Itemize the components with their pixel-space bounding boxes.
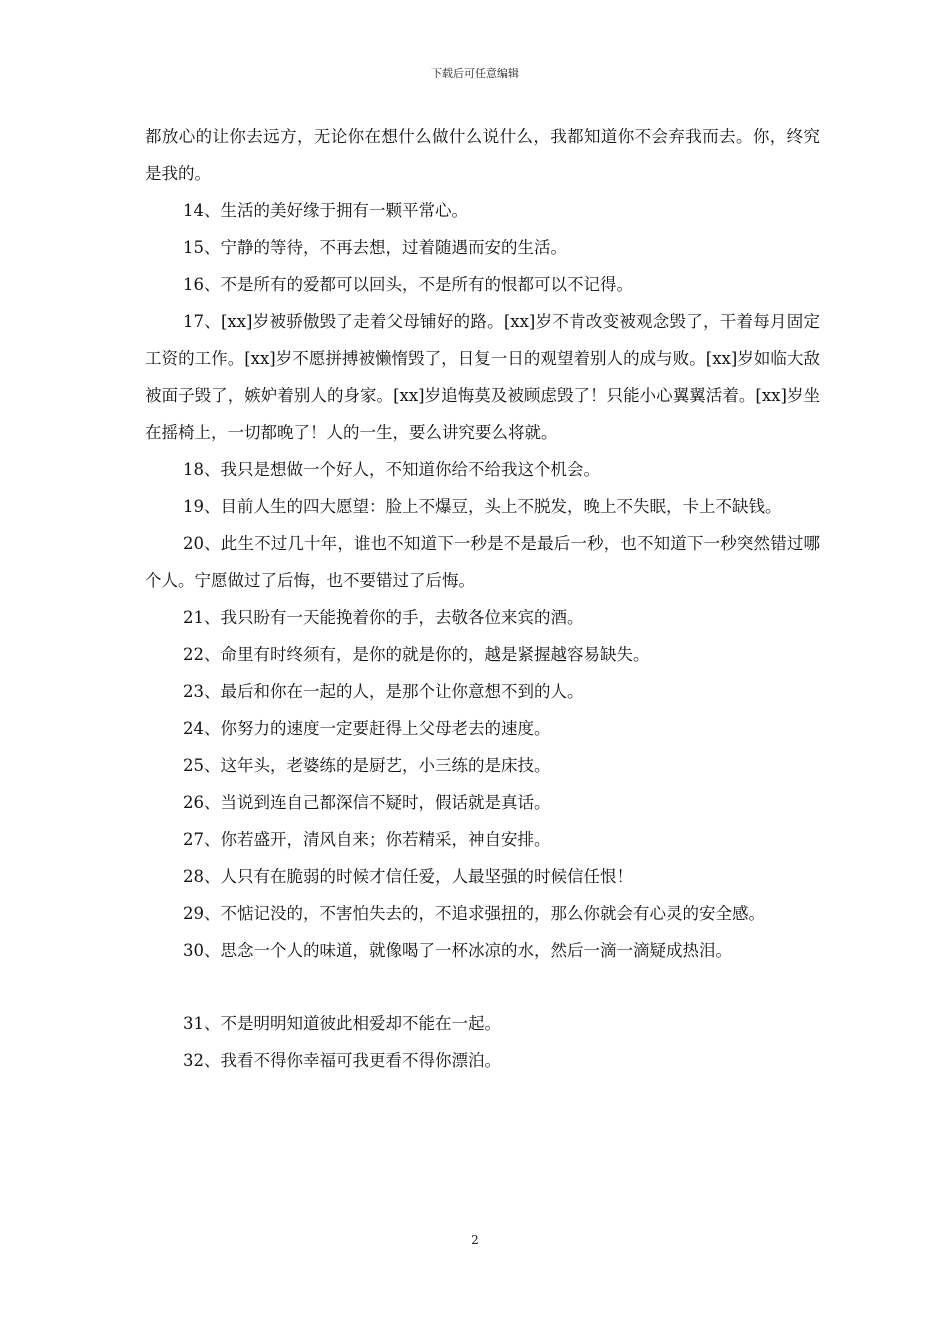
paragraph-31: 31、不是明明知道彼此相爱却不能在一起。 [183,1014,501,1033]
paragraph-20: 20、此生不过几十年，谁也不知道下一秒是不是最后一秒，也不知道下一秒突然错过哪个人。宁愿做过了后悔，也不要错过了后悔。 [145,534,820,590]
paragraph-32: 32、我看不得你幸福可我更看不得你漂泊。 [183,1051,501,1070]
paragraph-22: 22、命里有时终须有，是你的就是你的，越是紧握越容易缺失。 [183,645,650,664]
paragraph-21: 21、我只盼有一天能挽着你的手，去敬各位来宾的酒。 [183,608,584,627]
page-header: 下载后可任意编辑 [431,67,519,80]
paragraph-14: 14、生活的美好缘于拥有一颗平常心。 [183,201,468,220]
paragraph-26: 26、当说到连自己都深信不疑时，假话就是真话。 [183,793,551,812]
paragraph-30: 30、思念一个人的味道，就像喝了一杯冰凉的水，然后一滴一滴疑成热泪。 [183,941,732,960]
paragraph-16: 16、不是所有的爱都可以回头，不是所有的恨都可以不记得。 [183,275,633,294]
document-body [145,118,820,1079]
paragraph-continuation: 都放心的让你去远方，无论你在想什么做什么说什么，我都知道你不会弃我而去。你，终究是我的。 [145,127,820,183]
blank-line [145,969,820,1005]
paragraph-18: 18、我只是想做一个好人，不知道你给不给我这个机会。 [183,460,600,479]
paragraph-23: 23、最后和你在一起的人，是那个让你意想不到的人。 [183,682,584,701]
paragraph-25: 25、这年头，老婆练的是厨艺，小三练的是床技。 [183,756,551,775]
paragraph-29: 29、不惦记没的，不害怕失去的，不追求强扭的，那么你就会有心灵的安全感。 [183,904,765,923]
paragraph-17: 17、[xx]岁被骄傲毁了走着父母铺好的路。[xx]岁不肯改变被观念毁了，干着每月固定工资的工作。[xx]岁不愿拼搏被懒惰毁了，日复一日的观望着别人的成与败。[xx]岁如临大敌被面子毁了，嫉妒着别人的身家。[xx]岁追悔莫及被顾虑毁了！只能小心翼翼活着。[xx]岁坐在摇椅上，一切都晚了！人的一生，要么讲究要么将就。 [145,312,820,442]
paragraph-24: 24、你努力的速度一定要赶得上父母老去的速度。 [183,719,551,738]
paragraph-27: 27、你若盛开，清风自来；你若精采，神自安排。 [183,830,551,849]
paragraph-28: 28、人只有在脆弱的时候才信任爱，人最坚强的时候信任恨！ [183,867,633,886]
paragraph-19: 19、目前人生的四大愿望：脸上不爆豆，头上不脱发，晚上不失眠，卡上不缺钱。 [183,497,782,516]
page-number: 2 [471,1233,479,1247]
paragraph-15: 15、宁静的等待，不再去想，过着随遇而安的生活。 [183,238,567,257]
